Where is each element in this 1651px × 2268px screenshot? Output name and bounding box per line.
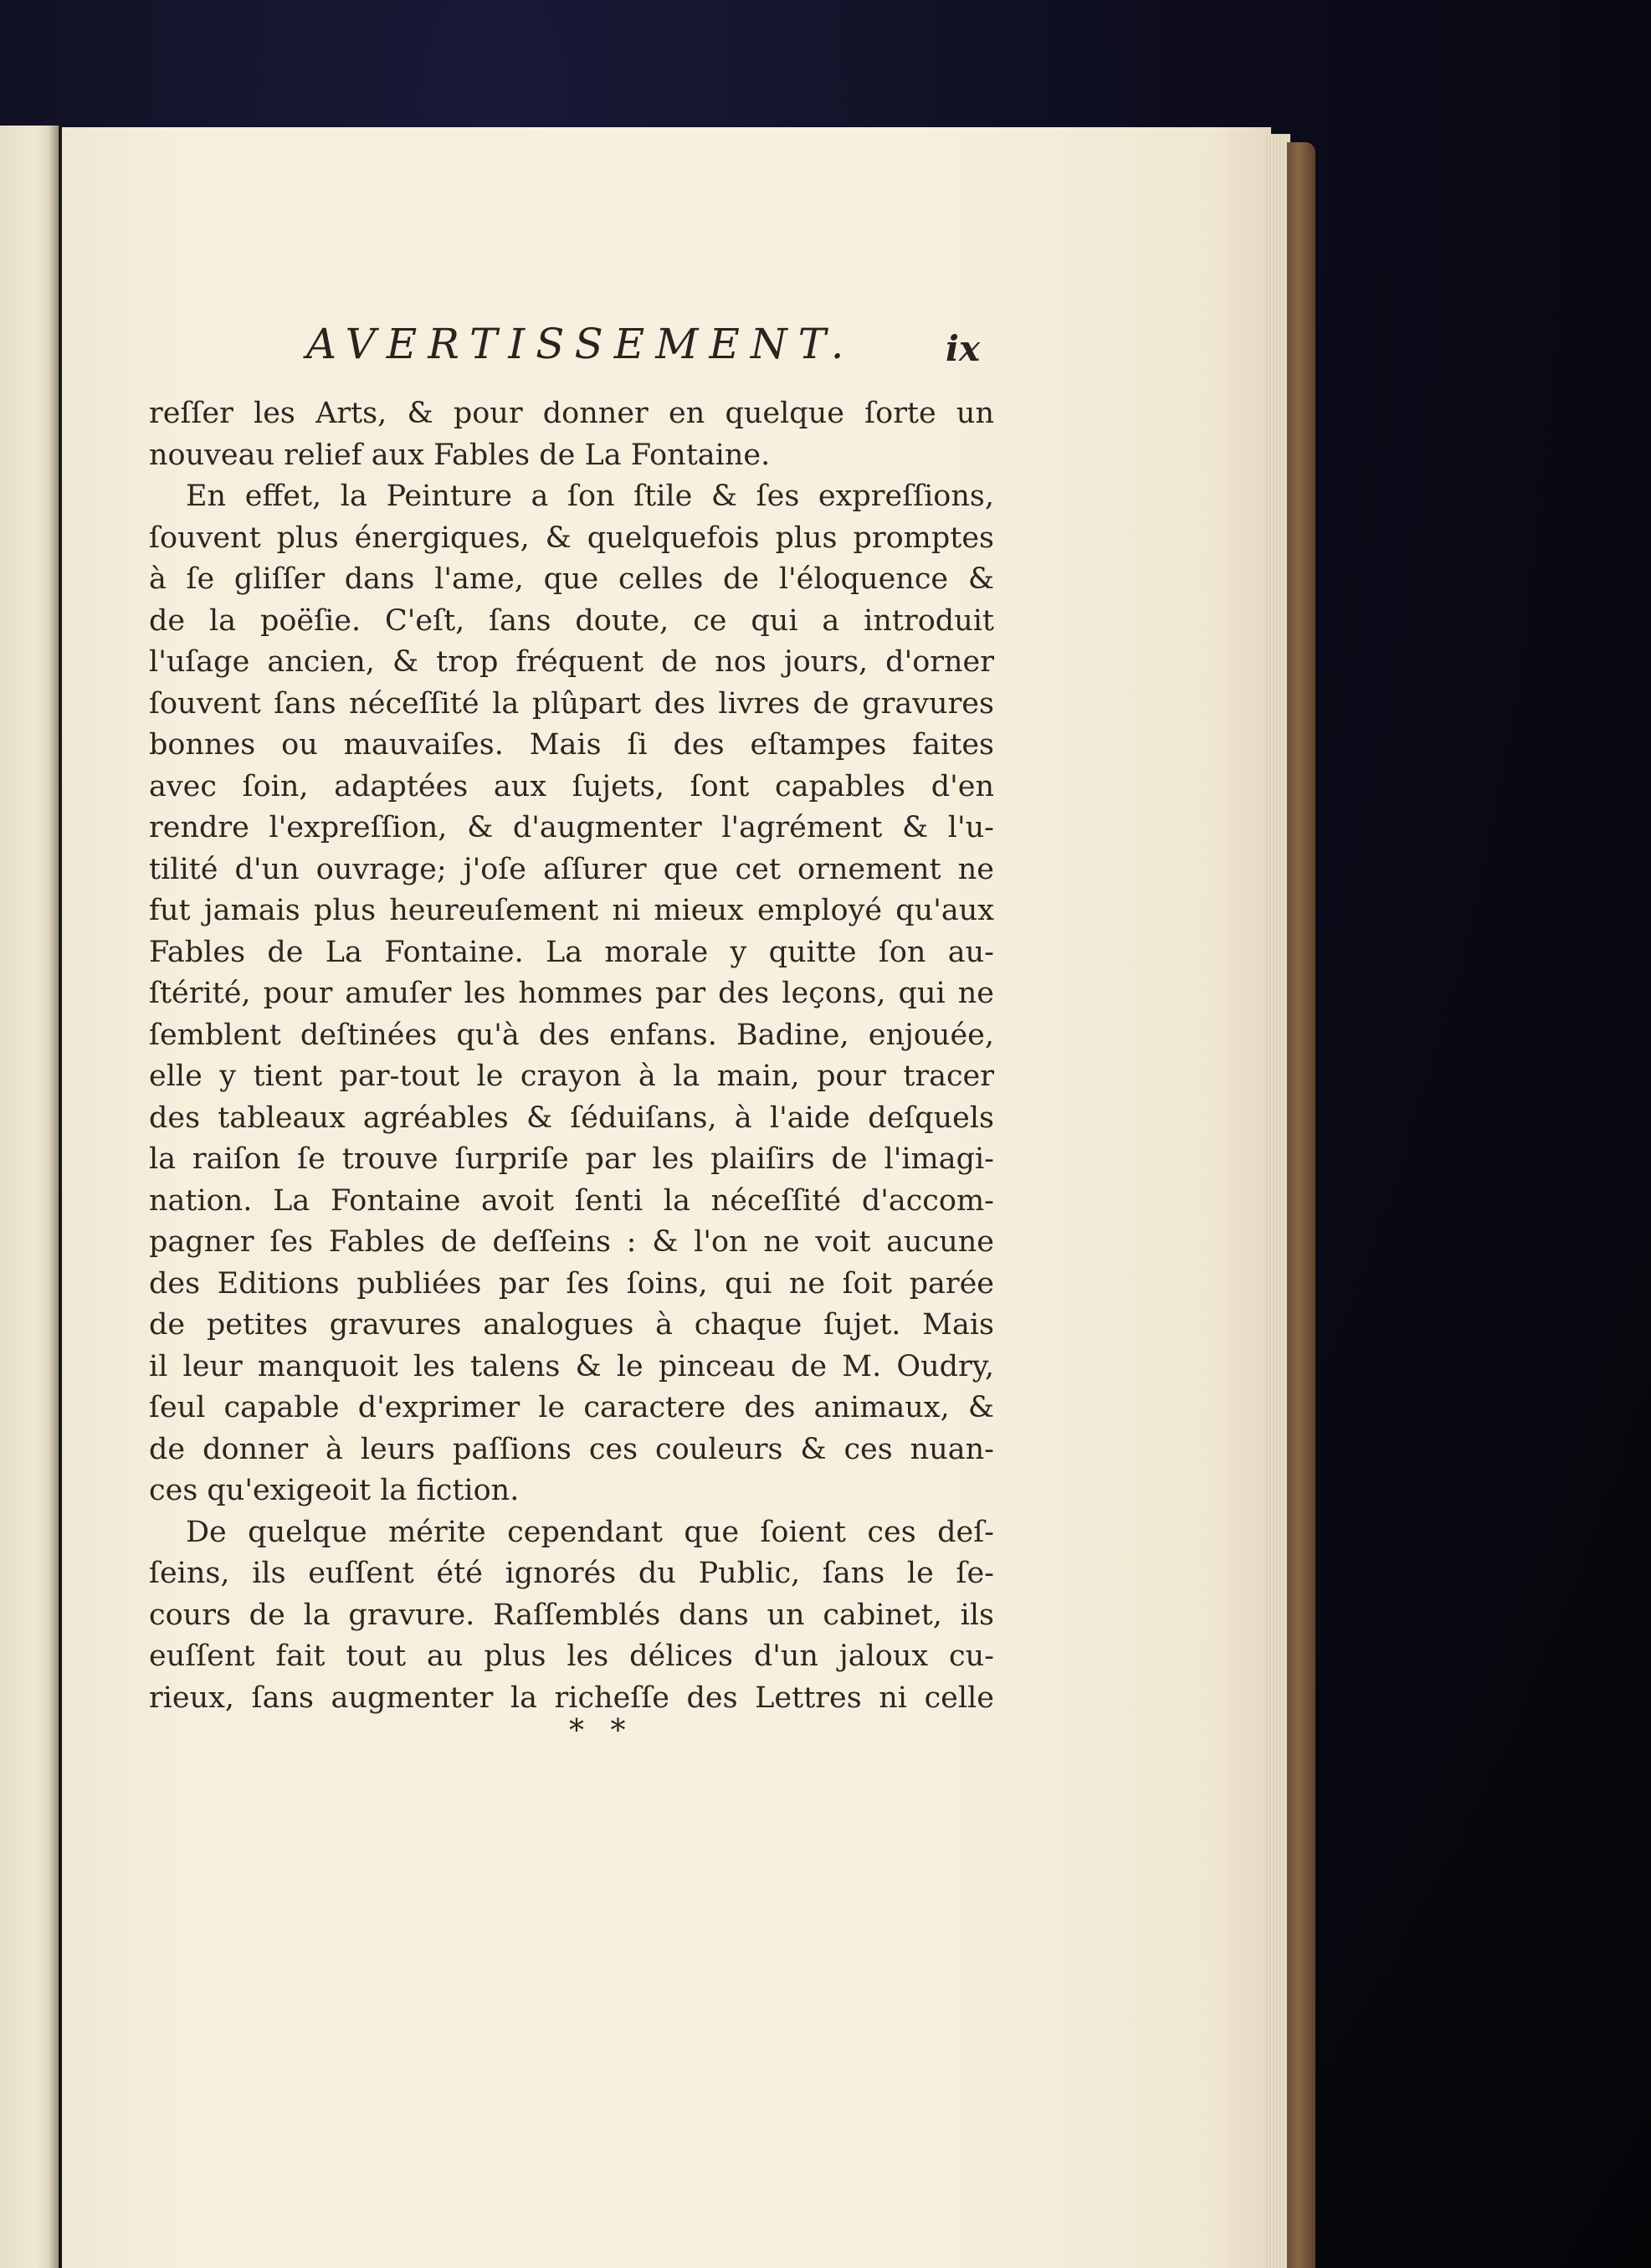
text-line: des tableaux agréables & ſéduiſans, à l'aide deſquels [149, 1101, 994, 1135]
text-line: ſeul capable d'exprimer le caractere des animaux, & [149, 1391, 994, 1424]
text-line: reſſer les Arts, & pour donner en quelque ſorte un [149, 397, 994, 430]
text-line: fut jamais plus heureuſement ni mieux employé qu'aux [149, 894, 994, 927]
page-number: ix [946, 328, 980, 369]
text-line: rieux, ſans augmenter la richeſſe des Lettres ni celle [149, 1680, 994, 1715]
text-line: tilité d'un ouvrage; j'oſe aſſurer que cet ornement ne [149, 852, 994, 886]
text-line: elle y tient par-tout le crayon à la main, pour tracer [149, 1060, 994, 1093]
running-head: AVERTISSEMENT. [306, 320, 855, 368]
text-line: il leur manquoit les talens & le pinceau de M. Oudry, [149, 1349, 994, 1383]
text-line: ſouvent ſans néceſſité la plûpart des livres de gravures [149, 686, 994, 721]
text-line: pagner ſes Fables de deſſeins : & l'on ne voit aucune [149, 1225, 994, 1259]
text-line: En effet, la Peinture a ſon ſtile & ſes expreſſions, [186, 480, 994, 513]
text-line: ces qu'exigeoit la fiction. [149, 1474, 520, 1507]
text-line: De quelque mérite cependant que ſoient ces deſ- [186, 1515, 994, 1549]
text-line: avec ſoin, adaptées aux ſujets, ſont capables d'en [149, 769, 994, 803]
text-line: bonnes ou mauvaiſes. Mais ſi des eſtampes faites [149, 728, 994, 762]
text-line: de donner à leurs paſſions ces couleurs & ces nuan- [149, 1432, 994, 1466]
text-line: des Editions publiées par ſes ſoins, qui ne ſoit parée [149, 1266, 994, 1301]
text-line: Fables de La Fontaine. La morale y quitte ſon au- [149, 935, 994, 969]
text-line: de la poëſie. C'eſt, ſans doute, ce qui a introduit [149, 603, 994, 638]
text-line: l'uſage ancien, & trop fréquent de nos jours, d'orner [149, 645, 994, 679]
book-cover-edge [1287, 142, 1315, 2268]
text-line: euſſent fait tout au plus les délices d'un jaloux cu- [149, 1639, 994, 1673]
text-line: rendre l'expreſſion, & d'augmenter l'agrément & l'u- [149, 811, 994, 844]
text-line: cours de la gravure. Raſſemblés dans un cabinet, ils [149, 1598, 994, 1632]
text-line: nouveau relief aux Fables de La Fontaine. [149, 438, 771, 472]
text-line: de petites gravures analogues à chaque ſujet. Mais [149, 1308, 994, 1342]
text-line: nation. La Fontaine avoit ſenti la néceſſité d'accom- [149, 1183, 994, 1218]
text-line: ſouvent plus énergiques, & quelquefois plus promptes [149, 521, 994, 555]
text-line: ſtérité, pour amuſer les hommes par des leçons, qui ne [149, 977, 994, 1010]
text-line: la raiſon ſe trouve ſurpriſe par les plaiſirs de l'imagi- [149, 1142, 994, 1176]
body-text [149, 393, 994, 1719]
text-line: à ſe gliſſer dans l'ame, que celles de l'éloquence & [149, 562, 994, 596]
text-line: ſeins, ils euſſent été ignorés du Public, ſans le ſe- [149, 1557, 994, 1590]
signature-mark: * * [569, 1714, 634, 1748]
text-line: ſemblent deſtinées qu'à des enfans. Badine, enjouée, [149, 1018, 994, 1052]
